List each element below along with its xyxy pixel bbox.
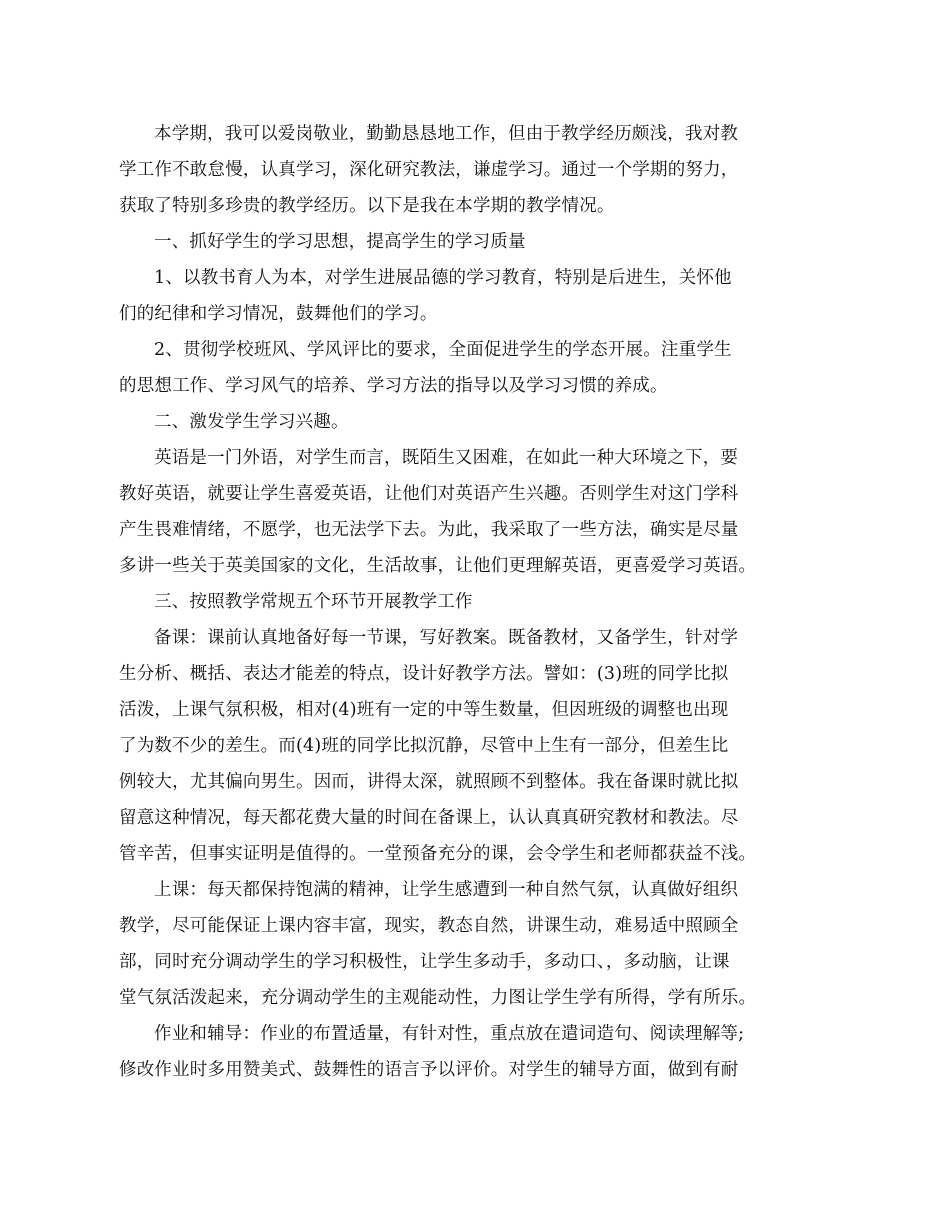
paragraph-line: 产生畏难情绪，不愿学，也无法学下去。为此，我采取了一些方法，确实是尽量 (119, 520, 739, 540)
paragraph-line: 例较大，尤其偏向男生。因而，讲得太深，就照顾不到整体。我在备课时就比拟 (119, 772, 739, 792)
paragraph-line: 教学，尽可能保证上课内容丰富，现实，教态自然，讲课生动，难易适中照顾全 (119, 916, 739, 936)
paragraph-line: 生分析、概括、表达才能差的特点，设计好教学方法。譬如：(3)班的同学比拟 (119, 664, 729, 684)
paragraph-line: 多讲一些关于英美国家的文化，生活故事，让他们更理解英语，更喜爱学习英语。 (119, 556, 757, 576)
paragraph-line: 英语是一门外语，对学生而言，既陌生又困难，在如此一种大环境之下，要 (154, 448, 739, 468)
paragraph-line: 活泼，上课气氛积极，相对(4)班有一定的中等生数量，但因班级的调整也出现 (119, 700, 729, 720)
paragraph-line: 上课：每天都保持饱满的精神，让学生感遭到一种自然气氛，认真做好组织 (154, 880, 739, 900)
paragraph-line: 部，同时充分调动学生的学习积极性，让学生多动手，多动口、，多动脑，让课 (119, 952, 730, 972)
paragraph-line: 本学期，我可以爱岗敬业，勤勤恳恳地工作，但由于教学经历颇浅，我对教 (154, 124, 739, 144)
section-heading: 二、激发学生学习兴趣。 (154, 412, 349, 432)
paragraph-line: 留意这种情况，每天都花费大量的时间在备课上，认认真真研究教材和教法。尽 (119, 808, 739, 828)
paragraph-line: 获取了特别多珍贵的教学经历。以下是我在本学期的教学情况。 (119, 196, 615, 216)
paragraph-line: 备课：课前认真地备好每一节课，写好教案。既备教材，又备学生，针对学 (154, 628, 739, 648)
paragraph-line: 作业和辅导：作业的布置适量，有针对性，重点放在遣词造句、阅读理解等; (154, 1024, 745, 1044)
section-heading: 三、按照教学常规五个环节开展教学工作 (154, 592, 473, 612)
paragraph-line: 2、贯彻学校班风、学风评比的要求，全面促进学生的学态开展。注重学生 (154, 340, 732, 360)
paragraph-line: 学工作不敢怠慢，认真学习，深化研究教法，谦虚学习。通过一个学期的努力， (119, 160, 739, 180)
paragraph-line: 们的纪律和学习情况，鼓舞他们的学习。 (119, 304, 438, 324)
section-heading: 一、抓好学生的学习思想，提高学生的学习质量 (154, 232, 526, 252)
paragraph-line: 修改作业时多用赞美式、鼓舞性的语言予以评价。对学生的辅导方面，做到有耐 (119, 1060, 739, 1080)
paragraph-line: 1、以教书育人为本，对学生进展品德的学习教育，特别是后进生，关怀他 (154, 268, 732, 288)
paragraph-line: 的思想工作、学习风气的培养、学习方法的指导以及学习习惯的养成。 (119, 376, 668, 396)
paragraph-line: 堂气氛活泼起来，充分调动学生的主观能动性，力图让学生学有所得，学有所乐。 (119, 988, 757, 1008)
paragraph-line: 了为数不少的差生。而(4)班的同学比拟沉静，尽管中上生有一部分，但差生比 (119, 736, 729, 756)
paragraph-line: 管辛苦，但事实证明是值得的。一堂预备充分的课，会令学生和老师都获益不浅。 (119, 844, 757, 864)
paragraph-line: 教好英语，就要让学生喜爱英语，让他们对英语产生兴趣。否则学生对这门学科 (119, 484, 739, 504)
